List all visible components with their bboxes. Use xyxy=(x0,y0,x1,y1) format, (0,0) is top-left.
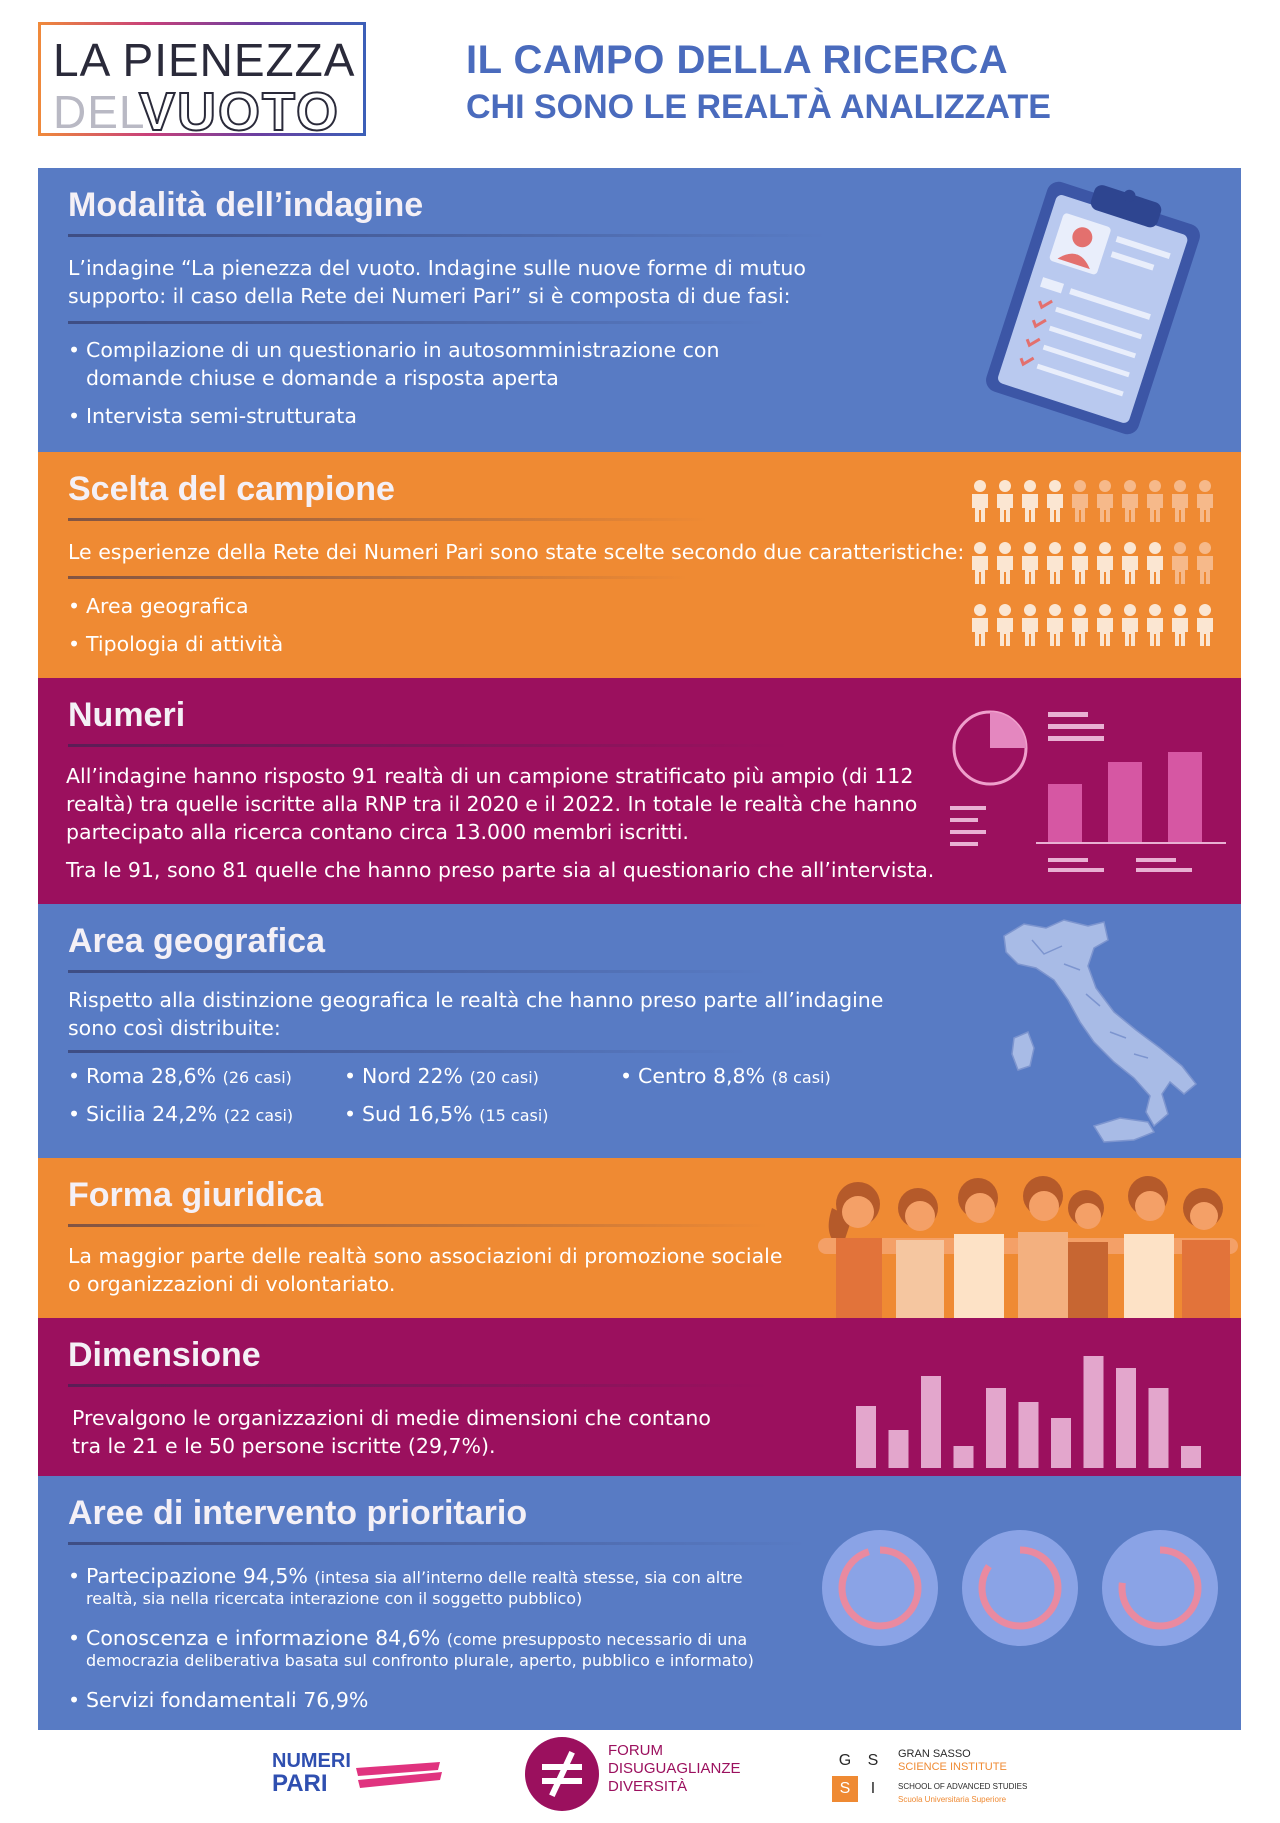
list-item-note: realtà, sia nella ricercata interazione con il soggetto pubblico) xyxy=(86,1589,583,1608)
divider xyxy=(68,1050,748,1053)
person-icon xyxy=(1072,480,1088,522)
person-icon xyxy=(1122,604,1138,646)
person-icon xyxy=(1047,480,1063,522)
dimensione-line2: tra le 21 e le 50 persone iscritte (29,7%). xyxy=(72,1434,496,1458)
numeri-line2: realtà) tra quelle iscritte alla RNP tra il 2020 e il 2022. In totale le realtà che hanno xyxy=(66,792,918,816)
list-item-note: democrazia deliberativa basata sul confronto plurale, aperto, pubblico e informato) xyxy=(86,1651,754,1670)
gssi-grid xyxy=(832,1748,886,1802)
section-title: Numeri xyxy=(68,696,186,734)
person-icon xyxy=(1172,480,1188,522)
people-grid-icon xyxy=(970,474,1230,654)
clipboard-icon xyxy=(958,168,1228,448)
section-title: Area geografica xyxy=(68,922,325,960)
person-icon xyxy=(1197,480,1213,522)
italy-map-icon xyxy=(984,914,1214,1154)
section-campione xyxy=(38,452,1241,678)
section-forma-giuridica xyxy=(38,1158,1241,1318)
section-dimensione xyxy=(38,1318,1241,1476)
decorative-bar xyxy=(1181,1446,1201,1468)
decorative-bar xyxy=(889,1430,909,1468)
list-item: • Conoscenza e informazione 84,6% (come presupposto necessario di una xyxy=(68,1626,748,1650)
person-icon xyxy=(1022,604,1038,646)
bar-chart-icon xyxy=(848,1332,1228,1470)
decorative-bar xyxy=(1084,1356,1104,1468)
decorative-bar xyxy=(856,1406,876,1468)
numeri-pari-text2: PARI xyxy=(272,1770,328,1797)
section-numeri xyxy=(38,678,1241,904)
section-title: Modalità dell’indagine xyxy=(68,186,424,224)
section-title: Dimensione xyxy=(68,1336,261,1374)
divider xyxy=(68,321,768,324)
brush-stroke-icon xyxy=(354,1758,444,1794)
section-modalita xyxy=(38,168,1241,452)
numeri-pari-text1: NUMERI xyxy=(272,1750,351,1772)
list-item: • Partecipazione 94,5% (intesa sia all’interno delle realtà stesse, sia con altre xyxy=(68,1564,743,1588)
person-icon xyxy=(1172,542,1188,584)
person-icon xyxy=(997,542,1013,584)
forma-line1: La maggior parte delle realtà sono associazioni di promozione sociale xyxy=(68,1244,783,1268)
person-icon xyxy=(1122,480,1138,522)
decorative-bar xyxy=(1116,1368,1136,1468)
numeri-pari-logo xyxy=(272,1750,351,1796)
dimensione-line1: Prevalgono le organizzazioni di medie dimensioni che contano xyxy=(72,1406,711,1430)
gssi-i: I xyxy=(870,1780,876,1797)
forma-line2: o organizzazioni di volontariato. xyxy=(68,1272,396,1296)
page-title: IL CAMPO DELLA RICERCA xyxy=(466,38,1009,82)
gssi-logo xyxy=(832,1748,1028,1804)
forum-line2: DISUGUAGLIANZE xyxy=(608,1760,741,1777)
decorative-bar xyxy=(1051,1418,1071,1468)
person-icon xyxy=(972,542,988,584)
intro-text: Le esperienze della Rete dei Numeri Pari sono state scelte secondo due caratteristiche: xyxy=(68,540,965,564)
forum-text xyxy=(608,1742,741,1796)
person-icon xyxy=(1047,542,1063,584)
list-item: • Area geografica xyxy=(68,594,249,618)
person-icon xyxy=(997,604,1013,646)
list-item: • Intervista semi-strutturata xyxy=(68,404,357,428)
area-intro2: sono così distribuite: xyxy=(68,1016,281,1040)
decorative-bar xyxy=(986,1388,1006,1468)
logo-line1: LA PIENEZZA xyxy=(53,34,356,86)
divider xyxy=(68,234,828,237)
person-icon xyxy=(1072,542,1088,584)
area-intro1: Rispetto alla distinzione geografica le realtà che hanno preso parte all’indagine xyxy=(68,988,884,1012)
person-icon xyxy=(1097,604,1113,646)
person-icon xyxy=(1147,604,1163,646)
divider xyxy=(68,518,708,521)
intro-line2: supporto: il caso della Rete dei Numeri Pari” si è composta di due fasi: xyxy=(68,284,791,308)
divider xyxy=(68,1384,768,1387)
person-icon xyxy=(972,480,988,522)
gssi-g: G xyxy=(838,1752,852,1769)
decorative-bar xyxy=(954,1446,974,1468)
region-sicilia: • Sicilia 24,2% (22 casi) xyxy=(68,1102,294,1126)
gssi-s2: S xyxy=(832,1776,858,1802)
divider xyxy=(68,1224,768,1227)
person-icon xyxy=(1097,542,1113,584)
logo-vuoto: VUOTO xyxy=(139,82,341,142)
gssi-line1: GRAN SASSO xyxy=(898,1748,971,1760)
page-subtitle: CHI SONO LE REALTÀ ANALIZZATE xyxy=(466,88,1051,126)
numeri-line4: Tra le 91, sono 81 quelle che hanno preso parte sia al questionario che all’intervista. xyxy=(66,858,935,882)
not-equal-icon xyxy=(524,1736,600,1812)
list-item-cont: domande chiuse e domande a risposta aperta xyxy=(86,366,559,390)
person-icon xyxy=(1147,542,1163,584)
region-nord: • Nord 22% (20 casi) xyxy=(344,1064,539,1088)
person-icon xyxy=(1197,604,1213,646)
decorative-bar xyxy=(921,1376,941,1468)
statistics-chart-icon xyxy=(948,700,1228,880)
person-icon xyxy=(1072,604,1088,646)
divider xyxy=(68,744,788,747)
divider xyxy=(68,576,688,579)
section-aree-intervento xyxy=(38,1476,1241,1730)
section-title: Scelta del campione xyxy=(68,470,395,508)
decorative-bar xyxy=(1149,1388,1169,1468)
person-icon xyxy=(972,604,988,646)
divider xyxy=(68,1542,808,1545)
list-item: • Tipologia di attività xyxy=(68,632,284,656)
footer-logos xyxy=(0,1728,1280,1823)
person-icon xyxy=(1147,480,1163,522)
numeri-line3: partecipato alla ricerca contano circa 13.000 membri iscritti. xyxy=(66,820,689,844)
region-sud: • Sud 16,5% (15 casi) xyxy=(344,1102,549,1126)
list-item: • Servizi fondamentali 76,9% xyxy=(68,1688,369,1712)
forum-line3: DIVERSITÀ xyxy=(608,1778,688,1795)
decorative-bar xyxy=(1019,1402,1039,1468)
la-pienezza-logo xyxy=(38,22,366,142)
person-icon xyxy=(1172,604,1188,646)
logo-del: DEL xyxy=(53,86,146,138)
gssi-s1: S xyxy=(867,1752,879,1769)
region-centro: • Centro 8,8% (8 casi) xyxy=(620,1064,831,1088)
gssi-line4: Scuola Universitaria Superiore xyxy=(898,1795,1007,1804)
region-roma: • Roma 28,6% (26 casi) xyxy=(68,1064,292,1088)
person-icon xyxy=(1047,604,1063,646)
person-icon xyxy=(1197,542,1213,584)
gssi-text xyxy=(898,1748,1027,1806)
forum-dd-logo xyxy=(524,1736,741,1816)
person-icon xyxy=(1022,480,1038,522)
section-title: Forma giuridica xyxy=(68,1176,324,1214)
person-icon xyxy=(1022,542,1038,584)
person-icon xyxy=(997,480,1013,522)
progress-rings-icon xyxy=(818,1526,1228,1656)
gssi-line3: SCHOOL OF ADVANCED STUDIES xyxy=(898,1782,1028,1791)
divider xyxy=(68,970,768,973)
person-icon xyxy=(1097,480,1113,522)
section-area-geografica xyxy=(38,904,1241,1158)
group-of-people-icon xyxy=(818,1168,1238,1318)
forum-line1: FORUM xyxy=(608,1742,663,1759)
section-title: Aree di intervento prioritario xyxy=(68,1494,528,1532)
numeri-line1: All’indagine hanno risposto 91 realtà di un campione stratificato più ampio (di 112 xyxy=(66,764,914,788)
intro-line1: L’indagine “La pienezza del vuoto. Indagine sulle nuove forme di mutuo xyxy=(68,256,806,280)
gssi-line2: SCIENCE INSTITUTE xyxy=(898,1761,1007,1773)
person-icon xyxy=(1122,542,1138,584)
list-item: • Compilazione di un questionario in autosomministrazione con xyxy=(68,338,720,362)
